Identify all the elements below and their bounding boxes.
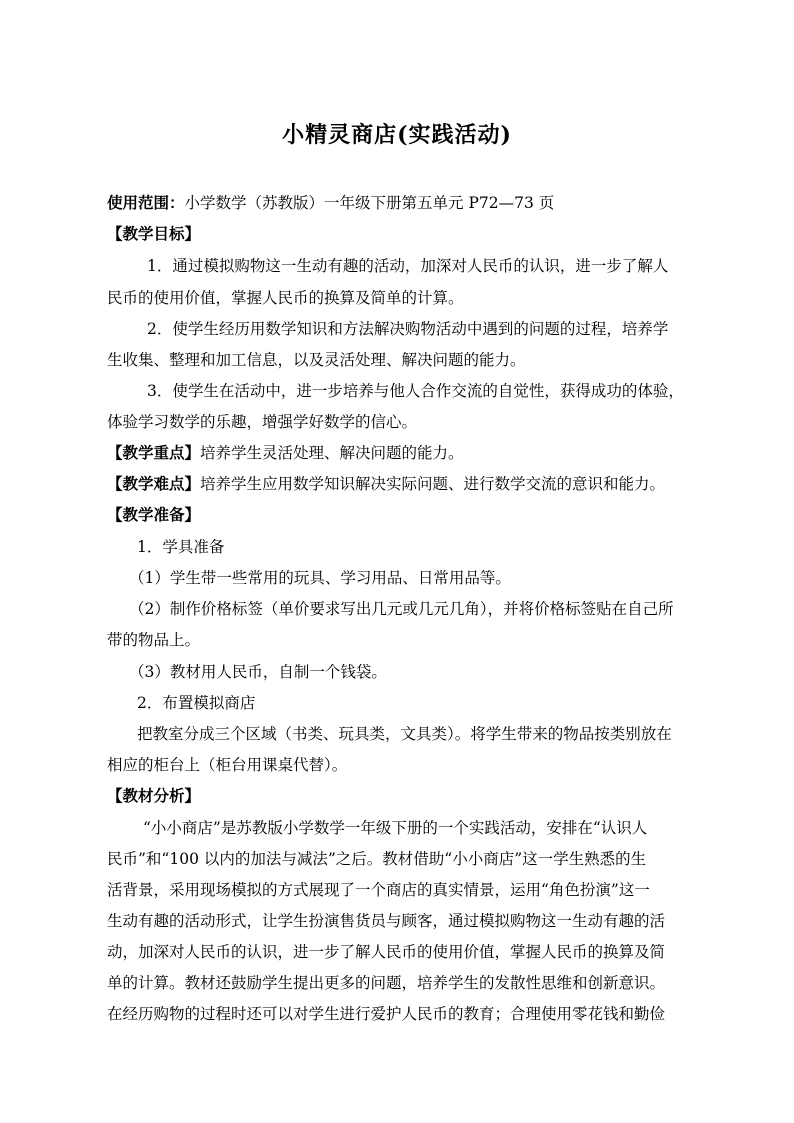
key-point-line [107,441,692,465]
difficulty-text: 培养学生应用数学知识解决实际问题、进行数学交流的意识和能力。 [200,475,666,493]
prep-line: 相应的柜台上（柜台用课桌代替）。 [107,756,348,774]
goal-line: 民币的使用价值，掌握人民币的换算及简单的计算。 [107,289,464,307]
analysis-line: 动，加深对人民币的认识，进一步了解人民币的使用价值，掌握人民币的换算及简 [107,943,666,961]
analysis-line: 生动有趣的活动形式，让学生扮演售货员与顾客，通过模拟购物这一生动有趣的活 [107,912,666,930]
prep-line: （3）教材用人民币，自制一个钱袋。 [129,663,387,681]
prep-line: 带的物品上。 [107,631,201,649]
scope-label: 使用范围： [107,193,185,212]
analysis-heading: 【教材分析】 [107,786,201,805]
analysis-line: 活背景，采用现场模拟的方式展现了一个商店的真实情景，运用“角色扮演”这一 [107,881,650,899]
goal-line: 体验学习数学的乐趣，增强学好数学的信心。 [107,413,418,431]
prep-line: 2．布置模拟商店 [137,694,256,712]
scope-line [107,191,692,215]
document-title: 小精灵商店(实践活动) [282,122,512,148]
goal-line: 生收集、整理和加工信息，以及灵活处理、解决问题的能力。 [107,351,526,369]
analysis-line: 民币”和“100 以内的加法与减法”之后。教材借助“小小商店”这一学生熟悉的生 [107,850,647,868]
prep-line: （2）制作价格标签（单价要求写出几元或几元几角），并将价格标签贴在自己所 [129,600,674,618]
analysis-line: 单的计算。教材还鼓励学生提出更多的问题，培养学生的发散性思维和创新意识。 [107,974,666,992]
prep-line: 把教室分成三个区域（书类、玩具类，文具类）。将学生带来的物品按类别放在 [137,725,672,743]
goal-line: 2．使学生经历用数学知识和方法解决购物活动中遇到的问题的过程，培养学 [147,320,669,338]
analysis-line: 在经历购物的过程时还可以对学生进行爱护人民币的教育；合理使用零花钱和勤俭 [107,1005,666,1023]
analysis-line: “小小商店”是苏教版小学数学一年级下册的一个实践活动，安排在“认识人 [143,819,648,837]
goals-heading: 【教学目标】 [107,224,201,243]
goal-line: 3．使学生在活动中，进一步培养与他人合作交流的自觉性，获得成功的体验， [147,382,684,400]
prep-heading: 【教学准备】 [107,505,201,524]
prep-line: （1）学生带一些常用的玩具、学习用品、日常用品等。 [129,569,511,587]
key-point-label: 【教学重点】 [107,443,201,462]
difficulty-line [107,472,692,496]
goal-line: 1．通过模拟购物这一生动有趣的活动，加深对人民币的认识，进一步了解人 [147,257,669,275]
difficulty-label: 【教学难点】 [107,474,201,493]
prep-line: 1．学具准备 [137,538,225,556]
scope-text: 小学数学（苏教版）一年级下册第五单元 P72—73 页 [184,194,555,212]
key-point-text: 培养学生灵活处理、解决问题的能力。 [200,444,464,462]
